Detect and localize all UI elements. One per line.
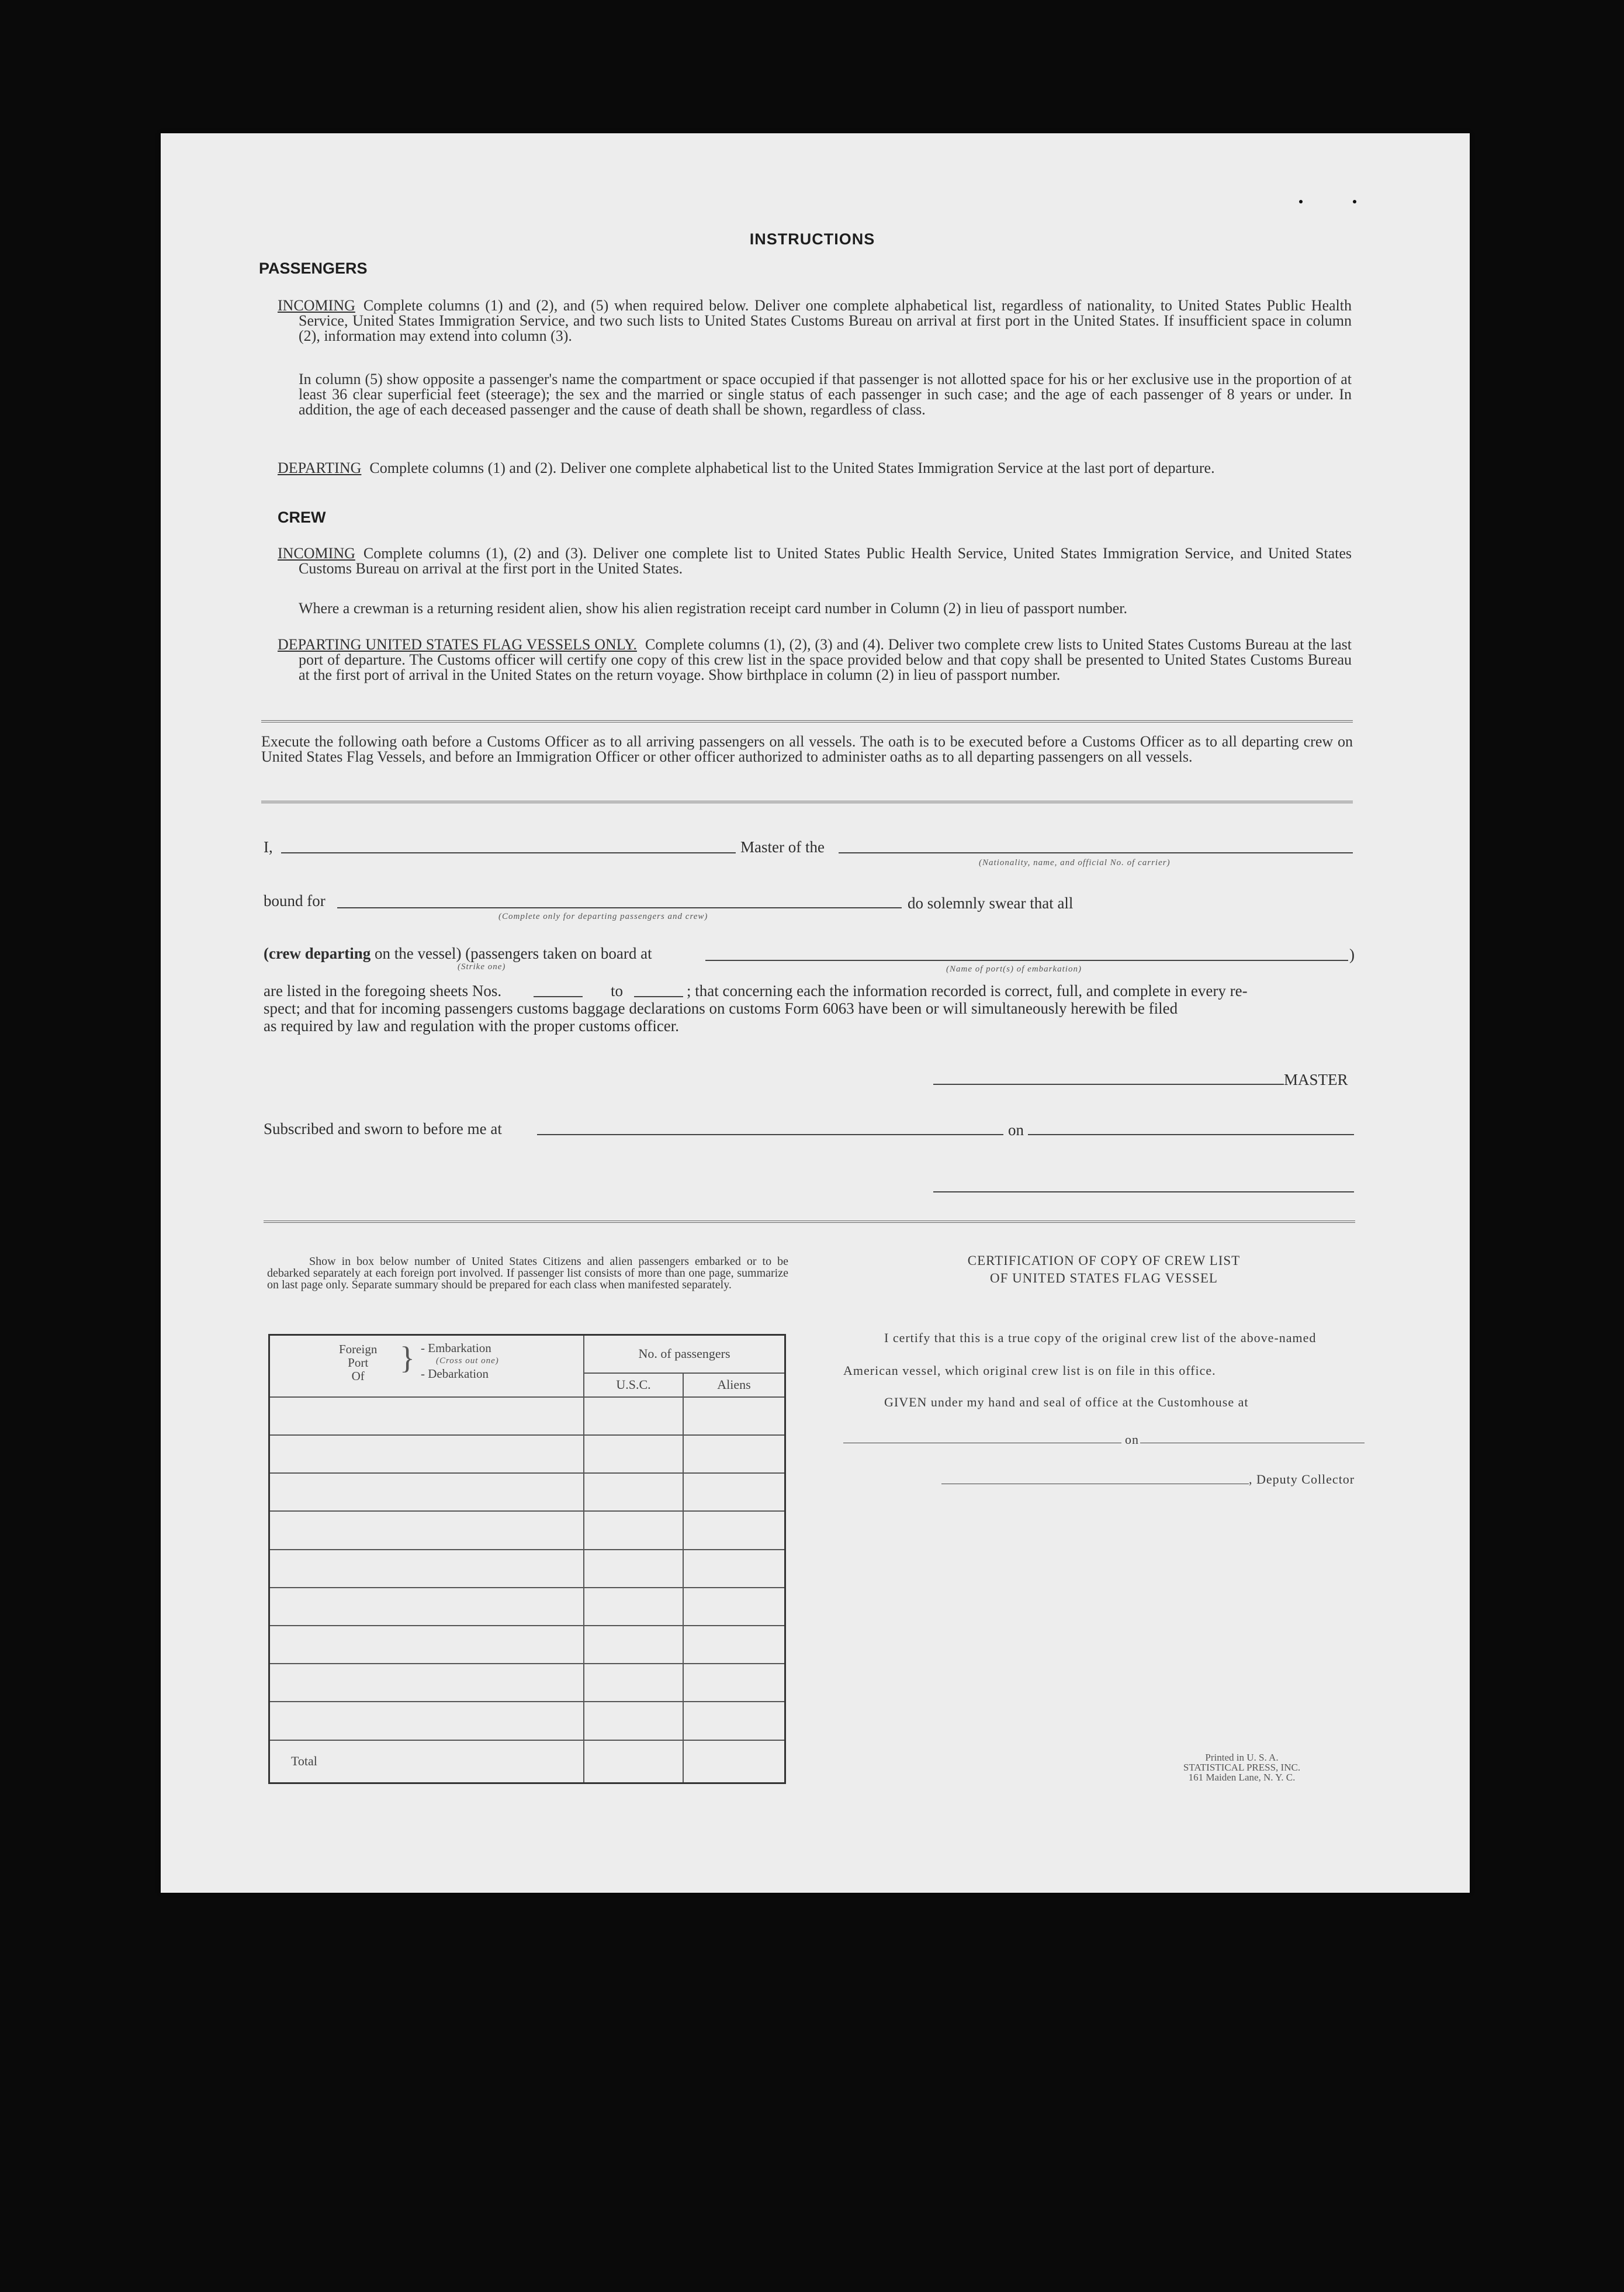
passengers-incoming-text: Complete columns (1) and (2), and (5) when required below. Deliver one complete alphabetical list, regardless of nationality, to United States Public Health Service, United States Immigration Service, and two such lists to United States Customs Bureau on arrival at first port in the United States. If insufficient space in column (2), information may extend into column (3). <box>299 297 1352 344</box>
certification-line-2: American vessel, which original crew list is on file in this office. <box>843 1363 1216 1378</box>
returning-block <box>299 601 1352 616</box>
aliens-total-cell[interactable] <box>683 1740 785 1783</box>
oath-instruction-block <box>261 734 1353 765</box>
usc-cell[interactable] <box>584 1397 683 1435</box>
port-cell[interactable] <box>269 1435 584 1473</box>
usc-header: U.S.C. <box>584 1373 683 1397</box>
table-row <box>269 1588 785 1626</box>
deputy-collector-label: , Deputy Collector <box>1249 1472 1355 1486</box>
listed-text-c: spect; and that for incoming passengers customs baggage declarations on customs Form 6063 have been or will simultaneously herewith be filed <box>264 1000 1178 1017</box>
printer-imprint <box>1154 1752 1329 1782</box>
passengers-incoming-lead: INCOMING <box>278 297 355 314</box>
crew-departing-label: (crew departing <box>264 945 371 962</box>
box-instruction-text: Show in box below number of United States Citizens and alien passengers embarked or to be debarked separately at each foreign port involved. If passenger list consists of more than one page, summarize on last page only. Separate summary should be prepared for each class when manifested separately. <box>267 1255 788 1291</box>
passengers-taken-label: (passengers taken on board at <box>465 945 652 962</box>
bound-for-field[interactable] <box>337 907 902 908</box>
cross-out-note: (Cross out one) <box>436 1356 499 1365</box>
sheet-from-field[interactable] <box>534 996 583 997</box>
embarkation-label: - Embarkation <box>421 1341 491 1355</box>
table-row <box>269 1550 785 1588</box>
no-of-passengers-header: No. of passengers <box>584 1335 785 1373</box>
of-label: Of <box>351 1369 365 1383</box>
passengers-departing-text: Complete columns (1) and (2). Deliver one complete alphabetical list to the United States Immigration Service at the last port of departure. <box>369 459 1215 476</box>
usc-cell[interactable] <box>584 1588 683 1626</box>
port-cell[interactable] <box>269 1664 584 1702</box>
usc-total-cell[interactable] <box>584 1740 683 1783</box>
brace-glyph: } <box>400 1340 415 1375</box>
usc-cell[interactable] <box>584 1473 683 1511</box>
certification-line-3: GIVEN under my hand and seal of office at the Customhouse at <box>884 1395 1249 1409</box>
aliens-cell[interactable] <box>683 1702 785 1740</box>
aliens-header: Aliens <box>683 1373 785 1397</box>
oath-i-label: I, <box>264 838 273 856</box>
total-row <box>269 1740 785 1783</box>
embark-debark-labels <box>421 1342 499 1380</box>
swear-label: do solemnly swear that all <box>908 894 1074 912</box>
speck-mark <box>1353 200 1356 203</box>
strike-note: (Strike one) <box>458 962 506 972</box>
bound-note: (Complete only for departing passengers and crew) <box>498 912 708 921</box>
aliens-cell[interactable] <box>683 1550 785 1588</box>
crew-departing-lead: DEPARTING UNITED STATES FLAG VESSELS ONLY. <box>278 636 637 653</box>
column5-block <box>299 372 1352 417</box>
port-label: Port <box>348 1356 369 1370</box>
bound-for-label: bound for <box>264 892 326 910</box>
box-instruction-block <box>267 1256 788 1291</box>
master-label: MASTER <box>1284 1071 1348 1088</box>
subscribed-label: Subscribed and sworn to before me at <box>264 1120 502 1138</box>
debarkation-label: - Debarkation <box>421 1367 489 1381</box>
double-rule <box>264 1221 1355 1223</box>
page-title: INSTRUCTIONS <box>749 230 875 248</box>
certification-on-label: on <box>1125 1432 1139 1447</box>
certification-title-1: CERTIFICATION OF COPY OF CREW LIST <box>967 1253 1241 1268</box>
table-row <box>269 1664 785 1702</box>
certification-line-1: I certify that this is a true copy of the original crew list of the above-named <box>884 1330 1317 1345</box>
aliens-cell[interactable] <box>683 1664 785 1702</box>
passengers-heading: PASSENGERS <box>259 260 368 277</box>
usc-cell[interactable] <box>584 1511 683 1549</box>
port-cell[interactable] <box>269 1588 584 1626</box>
usc-cell[interactable] <box>584 1626 683 1664</box>
listed-text-d: as required by law and regulation with the proper customs officer. <box>264 1017 680 1035</box>
master-signature-field[interactable] <box>933 1084 1284 1085</box>
double-rule <box>261 720 1353 722</box>
oath-instruction-text: Execute the following oath before a Customs Officer as to all arriving passengers on all vessels. The oath is to be executed before a Customs Officer as to all departing crew on United States Flag Vessels, and before an Immigration Officer or other officer authorized to administer oaths as to all departing passengers on all vessels. <box>261 733 1353 765</box>
table-row <box>269 1702 785 1740</box>
printer-line-1: Printed in U. S. A. <box>1205 1752 1279 1763</box>
aliens-cell[interactable] <box>683 1588 785 1626</box>
port-header-cell <box>269 1335 584 1397</box>
usc-cell[interactable] <box>584 1702 683 1740</box>
on-vessel-label: on the vessel) <box>374 945 462 962</box>
crew-departing-block <box>278 637 1352 683</box>
strike-choice <box>264 945 652 963</box>
port-cell[interactable] <box>269 1626 584 1664</box>
foreign-label: Foreign <box>339 1342 378 1356</box>
ports-field[interactable] <box>705 960 1348 961</box>
usc-cell[interactable] <box>584 1435 683 1473</box>
aliens-cell[interactable] <box>683 1626 785 1664</box>
aliens-cell[interactable] <box>683 1473 785 1511</box>
column5-text: In column (5) show opposite a passenger's name the compartment or space occupied if that passenger is not allotted space for his or her exclusive use in the proportion of at least 36 clear superficial feet (steerage); the sex and the married or single status of each passenger in such case; and the age of each passenger of 8 years or under. In addition, the age of each deceased passenger and the cause of death shall be shown, regardless of class. <box>299 371 1352 418</box>
foreign-port-label <box>339 1343 377 1383</box>
total-label: Total <box>269 1740 584 1783</box>
sheet-to-field[interactable] <box>634 996 683 997</box>
table-row <box>269 1397 785 1435</box>
table-row <box>269 1473 785 1511</box>
aliens-cell[interactable] <box>683 1397 785 1435</box>
printer-line-3: 161 Maiden Lane, N. Y. C. <box>1188 1772 1296 1783</box>
date-field[interactable] <box>1028 1134 1354 1135</box>
carrier-field[interactable] <box>839 852 1353 853</box>
usc-cell[interactable] <box>584 1550 683 1588</box>
table-row <box>269 1435 785 1473</box>
passengers-departing-lead: DEPARTING <box>278 459 362 476</box>
ports-note: (Name of port(s) of embarkation) <box>946 964 1082 974</box>
to-label: to <box>611 982 624 1000</box>
master-of-label: Master of the <box>740 838 825 856</box>
crew-departing-text: Complete columns (1), (2), (3) and (4). Deliver two complete crew lists to United States Customs Bureau at the last port of departure. The Customs officer will certify one copy of this crew list in the space provided below and that copy shall be presented to United States Customs Bureau at the first port of arrival in the United States on the return voyage. Show birthplace in column (2) in lieu of passport number. <box>299 636 1352 683</box>
master-name-field[interactable] <box>281 852 736 853</box>
form-sheet <box>161 133 1470 1893</box>
passenger-summary-table <box>268 1334 786 1784</box>
double-rule <box>261 801 1353 803</box>
aliens-cell[interactable] <box>683 1435 785 1473</box>
on-label: on <box>1008 1121 1024 1139</box>
table-row <box>269 1511 785 1549</box>
crew-heading: CREW <box>278 509 326 526</box>
listed-text-b: ; that concerning each the information recorded is correct, full, and complete in every re- <box>687 982 1248 1000</box>
listed-label: are listed in the foregoing sheets Nos. <box>264 982 502 1000</box>
port-cell[interactable] <box>269 1473 584 1511</box>
certification-title-2: OF UNITED STATES FLAG VESSEL <box>990 1271 1218 1285</box>
passengers-departing-block <box>278 461 1352 476</box>
subscribed-at-field[interactable] <box>537 1134 1003 1135</box>
officer-signature-field[interactable] <box>933 1191 1354 1192</box>
port-cell[interactable] <box>269 1397 584 1435</box>
usc-cell[interactable] <box>584 1664 683 1702</box>
crew-incoming-text: Complete columns (1), (2) and (3). Deliver one complete list to United States Public Health Service, United States Immigration Service, and United States Customs Bureau on arrival at the first port in the United States. <box>299 545 1352 577</box>
speck-mark <box>1299 200 1303 203</box>
port-cell[interactable] <box>269 1550 584 1588</box>
port-cell[interactable] <box>269 1511 584 1549</box>
close-paren: ) <box>1349 946 1355 963</box>
aliens-cell[interactable] <box>683 1511 785 1549</box>
printer-line-2: STATISTICAL PRESS, INC. <box>1183 1762 1301 1773</box>
returning-text: Where a crewman is a returning resident alien, show his alien registration receipt card number in Column (2) in lieu of passport number. <box>299 600 1128 617</box>
port-cell[interactable] <box>269 1702 584 1740</box>
crew-incoming-lead: INCOMING <box>278 545 355 562</box>
carrier-note: (Nationality, name, and official No. of carrier) <box>979 858 1171 867</box>
table-row <box>269 1626 785 1664</box>
crew-incoming-block <box>278 546 1352 576</box>
passengers-incoming-block <box>278 298 1352 344</box>
